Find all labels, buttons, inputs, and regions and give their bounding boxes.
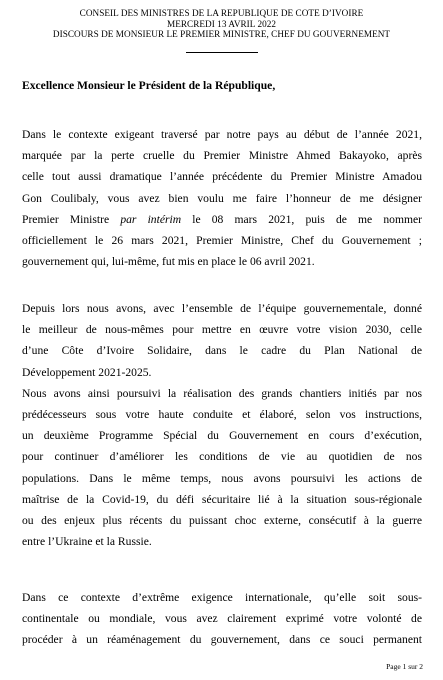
paragraph-line (22, 209, 422, 230)
paragraph-line: maîtrise de la Covid-19, du défi sécuritaire lié à la situation sous-régionale (22, 492, 422, 506)
line-segment: Premier Ministre (22, 212, 121, 226)
paragraph-line: continentale ou mondiale, vous avez clairement exprimé votre volonté de (22, 612, 422, 626)
paragraph-line: Gon Coulibaly, vous avez bien voulu me faire l’honneur de me désigner (22, 191, 422, 205)
header-line-2: MERCREDI 13 AVRIL 2022 (166, 18, 277, 29)
paragraph-line: prédécesseurs sous votre haute conduite et élaboré, selon vos instructions, (22, 407, 422, 421)
paragraph-line: gouvernement qui, lui-même, fut mis en place le 06 avril 2021. (22, 255, 315, 269)
paragraph-line: pour continuer d’améliorer les conditions de vie au quotidien de nos (22, 450, 422, 464)
paragraph-3 (22, 587, 422, 651)
paragraph-line: celle tout aussi dramatique l’année précédente du Premier Ministre Amadou (22, 170, 422, 184)
paragraph-line: marquée par la perte cruelle du Premier Ministre Ahmed Bakayoko, après (22, 149, 422, 163)
document-header (0, 8, 443, 40)
paragraph-line: populations. Dans le même temps, nous avons poursuivi les actions de (22, 471, 422, 485)
paragraph-1 (22, 124, 422, 272)
paragraph-2 (22, 298, 422, 552)
paragraph-line: Nous avons ainsi poursuivi la réalisation des grands chantiers initiés par nos (22, 386, 422, 400)
header-line-1: CONSEIL DES MINISTRES DE LA REPUBLIQUE DE COTE D’IVOIRE (79, 8, 364, 18)
page-number: Page 1 sur 2 (386, 662, 423, 671)
paragraph-line: Dans ce contexte d’extrême exigence internationale, qu’elle soit sous- (22, 591, 422, 604)
header-divider (186, 52, 258, 53)
paragraph-line: un deuxième Programme Spécial du Gouvernement en cours d’exécution, (22, 429, 422, 443)
paragraph-line: Développement 2021-2025. (22, 365, 152, 379)
paragraph-line: d’une Côte d’Ivoire Solidaire, dans le cadre du Plan National de (22, 344, 422, 358)
paragraph-line: entre l’Ukraine et la Russie. (22, 535, 152, 549)
paragraph-line: officiellement le 26 mars 2021, Premier Ministre, Chef du Gouvernement ; (22, 233, 422, 247)
paragraph-line: Depuis lors nous avons, avec l’ensemble de l’équipe gouvernementale, donné (22, 302, 422, 315)
header-line-3: DISCOURS DE MONSIEUR LE PREMIER MINISTRE, CHEF DU GOUVERNEMENT (52, 29, 391, 39)
paragraph-line: procéder à un réaménagement du gouvernement, dans ce souci permanent (22, 633, 422, 647)
paragraph-line: Dans le contexte exigeant traversé par notre pays au début de l’année 2021, (22, 128, 422, 141)
line-segment: le 08 mars 2021, puis de me nommer (181, 212, 422, 226)
paragraph-line: ou des enjeux plus récents du puissant choc externe, consécutif à la guerre (22, 513, 422, 527)
italic-term: par intérim (120, 212, 182, 226)
salutation: Excellence Monsieur le Président de la République, (22, 79, 276, 92)
paragraph-line: le meilleur de nous-mêmes pour mettre en œuvre votre vision 2030, celle (22, 323, 422, 337)
